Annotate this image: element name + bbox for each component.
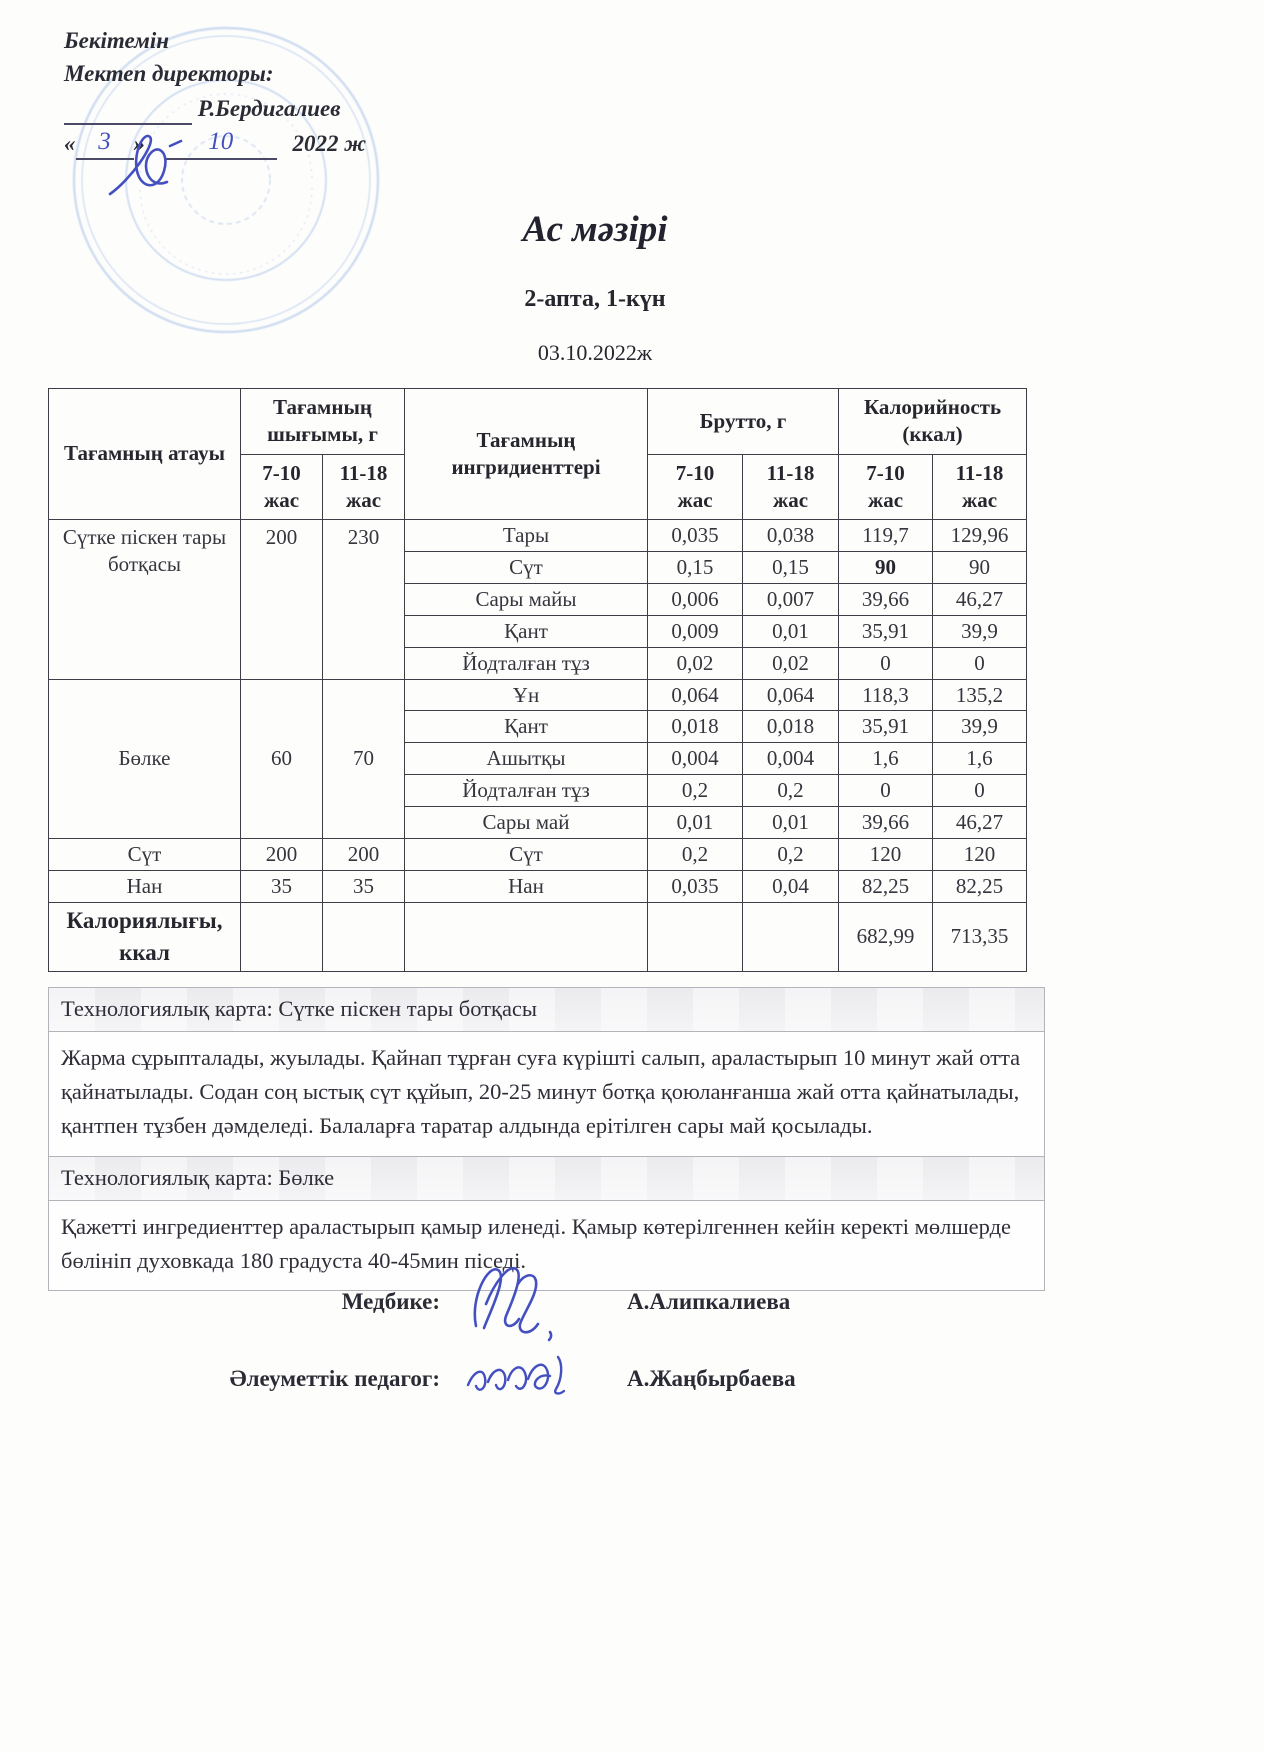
ingredient-cell: Сары майы bbox=[405, 583, 648, 615]
kcal-7-10-cell: 118,3 bbox=[839, 679, 933, 711]
totals-kcal-7-10: 682,99 bbox=[839, 902, 933, 971]
empty-cell bbox=[323, 902, 405, 971]
kcal-7-10-cell: 1,6 bbox=[839, 743, 933, 775]
tech-card-title: Технологиялық карта: Сүтке піскен тары ботқасы bbox=[48, 987, 1045, 1032]
ingredient-cell: Нан bbox=[405, 870, 648, 902]
approval-signature-line bbox=[64, 90, 366, 125]
kcal-7-10-cell: 90 bbox=[839, 552, 933, 584]
brutto-11-18-cell: 0,2 bbox=[743, 838, 839, 870]
menu-table-head bbox=[49, 389, 1027, 520]
brutto-11-18-cell: 0,15 bbox=[743, 552, 839, 584]
age-header: 7-10 жас bbox=[648, 454, 743, 520]
ingredient-cell: Сүт bbox=[405, 552, 648, 584]
age-header: 11-18 жас bbox=[743, 454, 839, 520]
kcal-11-18-cell: 129,96 bbox=[933, 520, 1027, 552]
kcal-11-18-cell: 39,9 bbox=[933, 711, 1027, 743]
kcal-11-18-cell: 120 bbox=[933, 838, 1027, 870]
output-7-10-cell: 200 bbox=[241, 520, 323, 679]
year-label: 2022 ж bbox=[292, 131, 367, 156]
menu-date: 03.10.2022ж bbox=[537, 340, 653, 365]
menu-table bbox=[48, 388, 1027, 972]
ingredient-cell: Ұн bbox=[405, 679, 648, 711]
kcal-7-10-cell: 39,66 bbox=[839, 583, 933, 615]
brutto-7-10-cell: 0,2 bbox=[648, 838, 743, 870]
week-day-subtitle: 2-апта, 1-күн bbox=[524, 286, 666, 312]
approval-word: Бекітемін bbox=[64, 28, 170, 53]
col-header-calories: Калорийность (ккал) bbox=[839, 389, 1027, 455]
nurse-name: А.Алипкалиева bbox=[627, 1288, 791, 1314]
age-header: 11-18 жас bbox=[323, 454, 405, 520]
tech-cards-section bbox=[48, 988, 1045, 1291]
brutto-11-18-cell: 0,2 bbox=[743, 775, 839, 807]
social-pedagog-name: А.Жаңбырбаева bbox=[627, 1365, 796, 1391]
page-title: Ас мәзірі bbox=[522, 209, 668, 250]
ingredient-cell: Қант bbox=[405, 711, 648, 743]
kcal-11-18-cell: 90 bbox=[933, 552, 1027, 584]
ingredient-cell: Тары bbox=[405, 520, 648, 552]
kcal-7-10-cell: 119,7 bbox=[839, 520, 933, 552]
ingredient-cell: Қант bbox=[405, 615, 648, 647]
table-row bbox=[49, 838, 1027, 870]
col-header-dish: Тағамның атауы bbox=[49, 389, 241, 520]
output-7-10-cell: 60 bbox=[241, 679, 323, 838]
kcal-11-18-cell: 46,27 bbox=[933, 583, 1027, 615]
dish-cell: Нан bbox=[49, 870, 241, 902]
brutto-7-10-cell: 0,004 bbox=[648, 743, 743, 775]
dish-cell: Сүтке піскен тары ботқасы bbox=[49, 520, 241, 679]
brutto-7-10-cell: 0,15 bbox=[648, 552, 743, 584]
empty-cell bbox=[743, 902, 839, 971]
quote-open: « bbox=[64, 131, 76, 156]
dish-cell: Сүт bbox=[49, 838, 241, 870]
ingredient-cell: Йодталған тұз bbox=[405, 647, 648, 679]
kcal-7-10-cell: 39,66 bbox=[839, 807, 933, 839]
brutto-7-10-cell: 0,006 bbox=[648, 583, 743, 615]
kcal-7-10-cell: 35,91 bbox=[839, 711, 933, 743]
brutto-11-18-cell: 0,02 bbox=[743, 647, 839, 679]
nurse-label: Медбике: bbox=[341, 1288, 440, 1314]
tech-card-body: Жарма сұрыпталады, жуылады. Қайнап тұрған суға күрішті салып, араластырып 10 минут жай отта қайнатылады. Содан соң ыстық сүт құйып, 20-25 минут ботқа қоюланғанша жай отта қайнатылады, қантпен тұзбен дәмделеді. Балаларға таратар алдында ерітілген сары май қосылады. bbox=[48, 1031, 1045, 1157]
brutto-7-10-cell: 0,018 bbox=[648, 711, 743, 743]
output-11-18-cell: 70 bbox=[323, 679, 405, 838]
col-header-ingredients: Тағамның ингридиенттері bbox=[405, 389, 648, 520]
totals-kcal-11-18: 713,35 bbox=[933, 902, 1027, 971]
brutto-11-18-cell: 0,038 bbox=[743, 520, 839, 552]
kcal-11-18-cell: 0 bbox=[933, 775, 1027, 807]
table-row bbox=[49, 520, 1027, 552]
nurse-signature-icon bbox=[440, 1256, 615, 1347]
kcal-7-10-cell: 35,91 bbox=[839, 615, 933, 647]
brutto-11-18-cell: 0,004 bbox=[743, 743, 839, 775]
social-pedagog-signature-icon bbox=[440, 1349, 615, 1408]
kcal-11-18-cell: 46,27 bbox=[933, 807, 1027, 839]
brutto-7-10-cell: 0,064 bbox=[648, 679, 743, 711]
handwritten-month: 10 bbox=[208, 128, 234, 155]
brutto-7-10-cell: 0,01 bbox=[648, 807, 743, 839]
kcal-11-18-cell: 39,9 bbox=[933, 615, 1027, 647]
brutto-7-10-cell: 0,009 bbox=[648, 615, 743, 647]
age-header: 11-18 жас bbox=[933, 454, 1027, 520]
brutto-11-18-cell: 0,018 bbox=[743, 711, 839, 743]
ingredient-cell: Сары май bbox=[405, 807, 648, 839]
age-header: 7-10 жас bbox=[839, 454, 933, 520]
brutto-11-18-cell: 0,04 bbox=[743, 870, 839, 902]
ingredient-cell: Сүт bbox=[405, 838, 648, 870]
table-row bbox=[49, 679, 1027, 711]
output-7-10-cell: 200 bbox=[241, 838, 323, 870]
kcal-11-18-cell: 135,2 bbox=[933, 679, 1027, 711]
approval-block bbox=[64, 24, 366, 160]
ingredient-cell: Йодталған тұз bbox=[405, 775, 648, 807]
output-7-10-cell: 35 bbox=[241, 870, 323, 902]
brutto-7-10-cell: 0,2 bbox=[648, 775, 743, 807]
empty-cell bbox=[648, 902, 743, 971]
table-header-row bbox=[49, 389, 1027, 455]
brutto-7-10-cell: 0,02 bbox=[648, 647, 743, 679]
brutto-11-18-cell: 0,064 bbox=[743, 679, 839, 711]
brutto-7-10-cell: 0,035 bbox=[648, 870, 743, 902]
signature-underline bbox=[64, 90, 192, 125]
output-11-18-cell: 35 bbox=[323, 870, 405, 902]
age-header: 7-10 жас bbox=[241, 454, 323, 520]
brutto-11-18-cell: 0,007 bbox=[743, 583, 839, 615]
director-name: Р.Бердигалиев bbox=[197, 96, 341, 121]
empty-cell bbox=[405, 902, 648, 971]
brutto-7-10-cell: 0,035 bbox=[648, 520, 743, 552]
empty-cell bbox=[241, 902, 323, 971]
director-signature-icon bbox=[104, 130, 196, 213]
brutto-11-18-cell: 0,01 bbox=[743, 615, 839, 647]
quote-close: » bbox=[133, 131, 145, 156]
output-11-18-cell: 200 bbox=[323, 838, 405, 870]
handwritten-day: 3 bbox=[98, 128, 111, 155]
dish-cell: Бөлке bbox=[49, 679, 241, 838]
kcal-7-10-cell: 0 bbox=[839, 647, 933, 679]
table-row bbox=[49, 870, 1027, 902]
kcal-7-10-cell: 82,25 bbox=[839, 870, 933, 902]
output-11-18-cell: 230 bbox=[323, 520, 405, 679]
kcal-7-10-cell: 0 bbox=[839, 775, 933, 807]
col-header-brutto: Брутто, г bbox=[648, 389, 839, 455]
ingredient-cell: Ашытқы bbox=[405, 743, 648, 775]
brutto-11-18-cell: 0,01 bbox=[743, 807, 839, 839]
signatures-section bbox=[0, 1256, 1140, 1408]
totals-row bbox=[49, 902, 1027, 971]
kcal-11-18-cell: 82,25 bbox=[933, 870, 1027, 902]
kcal-11-18-cell: 1,6 bbox=[933, 743, 1027, 775]
approval-director-line: Мектеп директоры: bbox=[64, 61, 274, 86]
totals-label: Калориялығы, ккал bbox=[49, 902, 241, 971]
tech-card-title: Технологиялық карта: Бөлке bbox=[48, 1156, 1045, 1201]
kcal-7-10-cell: 120 bbox=[839, 838, 933, 870]
kcal-11-18-cell: 0 bbox=[933, 647, 1027, 679]
social-pedagog-label: Әлеуметтік педагог: bbox=[229, 1365, 440, 1391]
menu-table-body bbox=[49, 520, 1027, 972]
col-header-output: Тағамның шығымы, г bbox=[241, 389, 405, 455]
tech-card-body: Қажетті ингредиенттер араластырып қамыр иленеді. Қамыр көтерілгеннен кейін керекті мөлшерде бөлініп духовкада 180 градуста 40-45мин піседі. bbox=[48, 1200, 1045, 1291]
